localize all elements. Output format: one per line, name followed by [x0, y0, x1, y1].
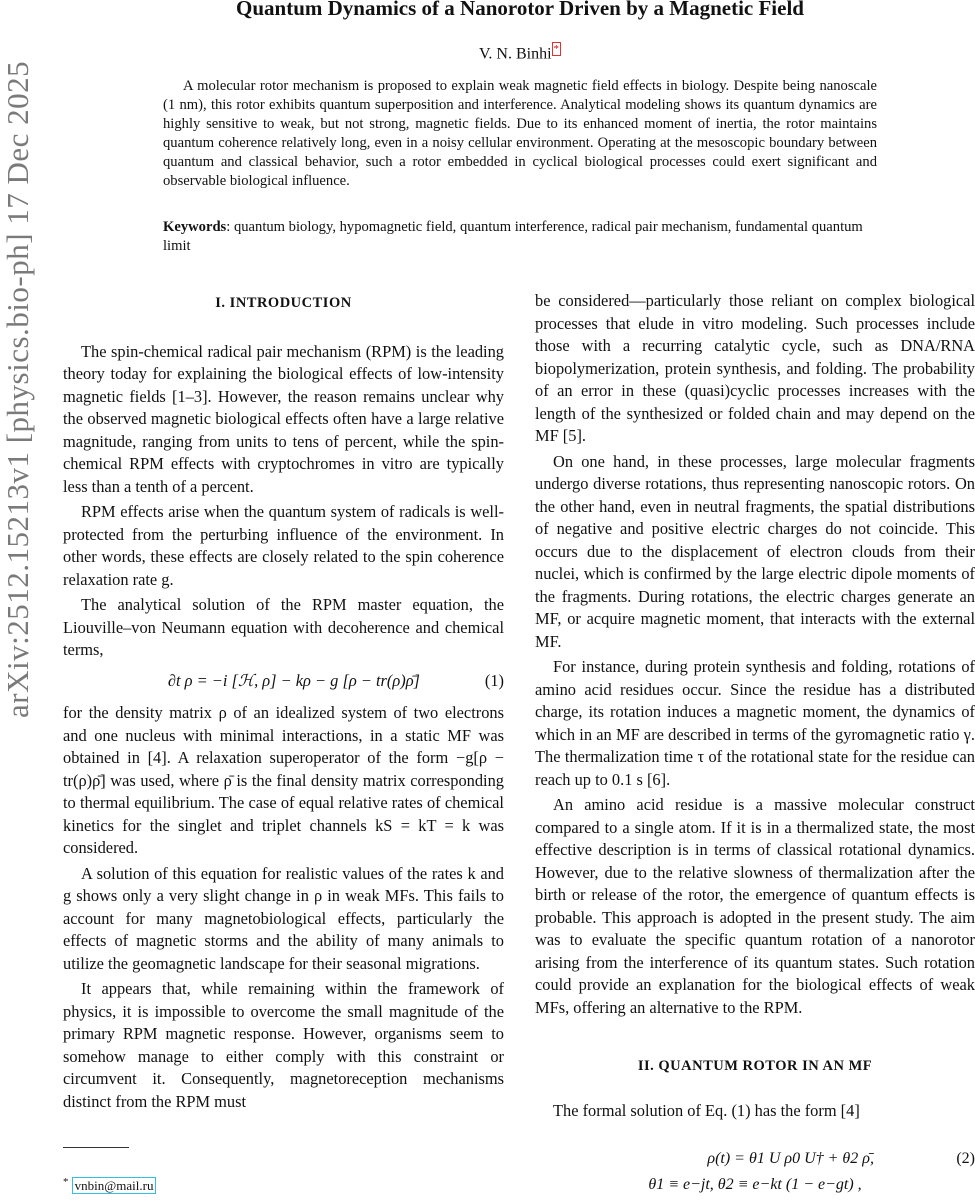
intro-paragraph-6: It appears that, while remaining within the framework of physics, it is impossible to overcome the small magnitude of the primary RPM magnetic response. However, organisms seem to somehow manage to either comply with this constraint or circumvent it. Consequently, magnetoreception mechanisms distinct from the RPM must	[63, 979, 504, 1111]
paper-title: Quantum Dynamics of a Nanorotor Driven by a Magnetic Field	[236, 0, 804, 20]
equation-2-line-1: ρ(t) = θ1 U ρ0 U† + θ2 ρ̄,	[707, 1150, 874, 1167]
abstract-text: A molecular rotor mechanism is proposed to explain weak magnetic field effects in biology. Despite being nanoscale (1 nm), this rotor exhibits quantum superposition and interference. Analytical modeling shows its quantum dynamics are highly sensitive to weak, but not strong, magnetic fields. Due to its enhanced moment of inertia, the rotor maintains quantum coherence relatively long, even in a noisy cellular environment. Operating at the mesoscopic boundary between quantum and classical behavior, such a rotor embedded in cyclical biological processes could exert significant and observable biological influence.	[163, 78, 877, 189]
arxiv-sidebar-id: arXiv:2512.15213v1 [physics.bio-ph] 17 Dec 2025	[0, 60, 35, 718]
abstract	[163, 77, 877, 191]
equation-1-number: (1)	[484, 670, 504, 690]
footnote	[63, 1176, 156, 1194]
left-column	[63, 290, 504, 1116]
keywords-label: Keywords	[163, 219, 227, 235]
right-column	[535, 290, 975, 1125]
section-heading-quantum-rotor: II. QUANTUM ROTOR IN AN MF	[637, 1058, 873, 1074]
keywords	[163, 218, 877, 256]
footnote-marker: *	[63, 1176, 69, 1188]
author-name: V. N. Binhi	[478, 45, 552, 63]
footnote-email-link[interactable]: vnbin@mail.ru	[72, 1177, 157, 1194]
equation-2-line-2: θ1 ≡ e−jt, θ2 ≡ e−kt (1 − e−gt) ,	[648, 1176, 862, 1193]
equation-2	[535, 1146, 975, 1198]
section-heading-introduction: I. INTRODUCTION	[215, 295, 352, 311]
section2-paragraph-1: The formal solution of Eq. (1) has the form [4]	[553, 1100, 860, 1120]
intro-paragraph-7: be considered—particularly those reliant on complex biological processes that elude in vitro modeling. Such processes include those with a recurring catalytic cycle, such as DNA/RNA biopolymerization, protein synthesis, and folding. The probability of an error in these (quasi)cyclic processes increases with the length of the synthesized or folded chain and may depend on the MF [5].	[535, 291, 975, 445]
equation-2-number: (2)	[956, 1150, 975, 1167]
equation-1-body: ∂t ρ = −i [ℋ, ρ] − kρ − g [ρ − tr(ρ)ρ̄]	[167, 670, 420, 690]
intro-paragraph-4: for the density matrix ρ of an idealized system of two electrons and one nucleus with minimal interactions, in a static MF was obtained in [4]. A relaxation superoperator of the form −g[ρ − tr(ρ)ρ̄] was used, where ρ̄ is the final density matrix corresponding to thermal equilibrium. The case of equal relative rates of chemical kinetics for the singlet and triplet channels kS = kT = k was considered.	[63, 703, 504, 857]
equation-1	[63, 670, 504, 693]
intro-paragraph-5: A solution of this equation for realistic values of the rates k and g shows only a very slight change in ρ in weak MFs. This fails to account for many magnetobiological effects, particularly the effects of magnetic storms and the ability of many animals to utilize the geomagnetic landscape for their seasonal migrations.	[63, 863, 504, 973]
intro-paragraph-10: An amino acid residue is a massive molecular construct compared to a single atom. If it is in a thermalized state, the most effective description is in terms of classical rotational dynamics. However, due to the relative slowness of thermalization after the birth or release of the rotor, the emergence of quantum effects is probable. This approach is adopted in the present study. The aim was to evaluate the specific quantum rotation of a nanorotor arising from the interference of its quantum states. Such rotation could provide an explanation for the biological effects of weak MFs, offering an alternative to the RPM.	[535, 795, 975, 1017]
footnote-rule	[63, 1147, 129, 1148]
intro-paragraph-9: For instance, during protein synthesis and folding, rotations of amino acid residues occur. Since the residue has a distributed charge, its rotation induces a magnetic moment, the dynamics of which in an MF are described in terms of the gyromagnetic ratio γ. The thermalization time τ of the rotational state for the residue can reach up to 0.1 s [6].	[535, 657, 975, 789]
intro-paragraph-3: The analytical solution of the RPM master equation, the Liouville–von Neumann equation with decoherence and chemical terms,	[63, 595, 504, 659]
author-line	[60, 43, 975, 63]
intro-paragraph-1: The spin-chemical radical pair mechanism (RPM) is the leading theory today for explaining the biological effects of low-intensity magnetic fields [1–3]. However, the reason remains unclear why the observed magnetic biological effects often have a large relative magnitude, ranging from units to tens of percent, while the spin-chemical RPM effects with cryptochromes in vitro are typically less than a tenth of a percent.	[63, 341, 504, 496]
intro-paragraph-2: RPM effects arise when the quantum system of radicals is well-protected from the perturbing influence of the environment. In other words, these effects are closely related to the spin coherence relaxation rate g.	[63, 502, 504, 589]
keywords-list: : quantum biology, hypomagnetic field, quantum interference, radical pair mechanism, fundamental quantum limit	[163, 219, 863, 254]
intro-paragraph-8: On one hand, in these processes, large molecular fragments undergo diverse rotations, thus representing nanoscopic rotors. On the other hand, even in neutral fragments, the spatial distributions of negative and positive electric charges do not coincide. This occurs due to the displacement of electron clouds from their nuclei, which is confirmed by the large electric dipole moments of the fragments. During rotations, the electric charges generate an MF, or acquire magnetic moment, that interacts with the external MF.	[535, 451, 975, 651]
author-footnote-link[interactable]: *	[553, 43, 560, 55]
